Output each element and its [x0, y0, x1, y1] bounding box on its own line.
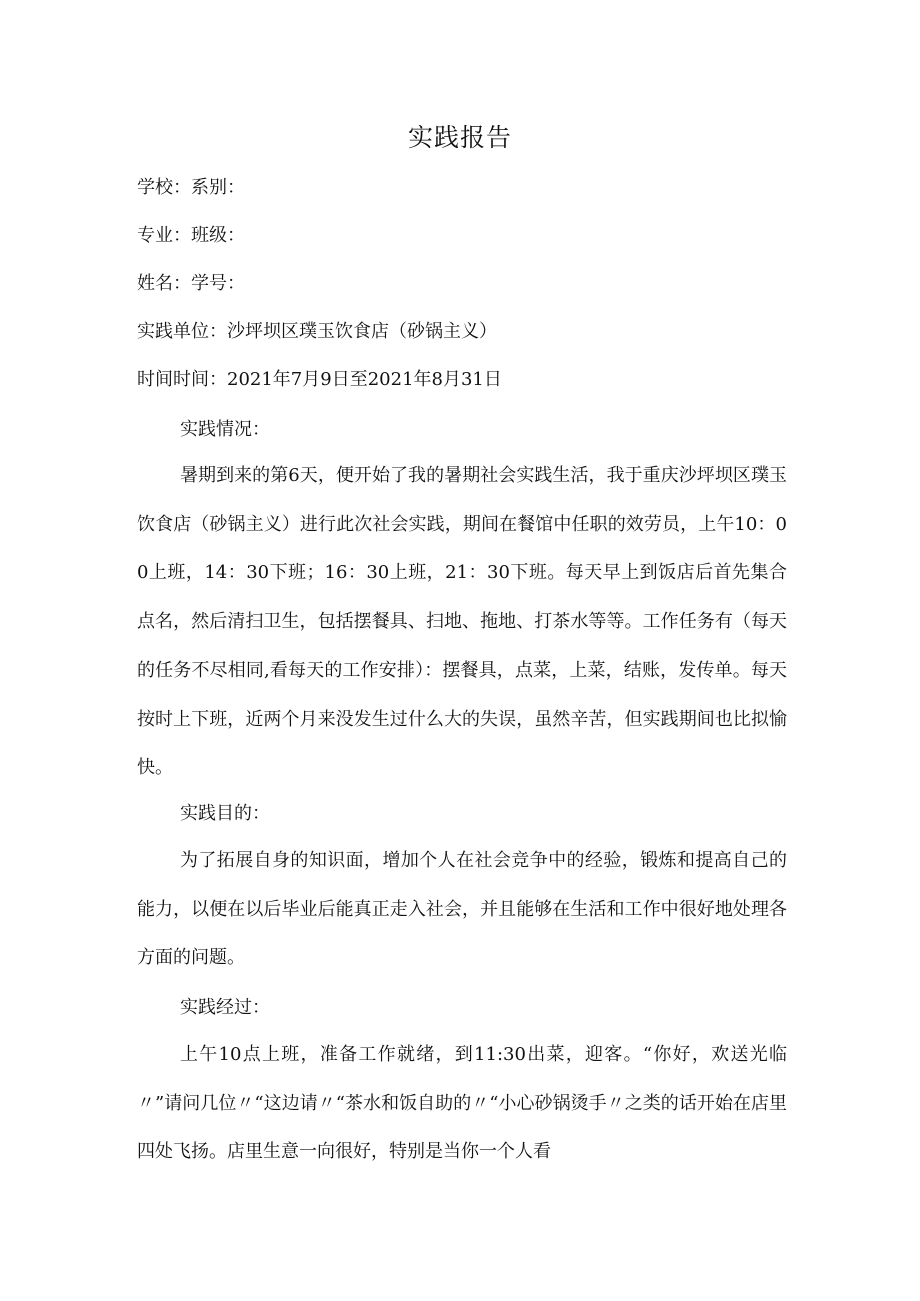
- section-heading-situation: 实践情况：: [180, 419, 270, 440]
- section-paragraph-process: 上午10点上班，准备工作就绪，到11:30出菜，迎客。“你好，欢送光临〃”请问几位〃“这边请〃“茶水和饭自助的〃“小心砂锅烫手〃之类的话开始在店里四处飞扬。店里生意一向很好，特别是当你一个人看: [137, 1044, 787, 1163]
- practice-time-line: 时间时间：2021年7月9日至2021年8月31日: [137, 369, 502, 390]
- name-student-id-line: 姓名：学号：: [137, 273, 245, 294]
- practice-unit-line: 实践单位：沙坪坝区璞玉饮食店（砂锅主义）: [137, 321, 497, 342]
- section-heading-process: 实践经过：: [180, 997, 270, 1018]
- document-title: 实践报告: [407, 123, 512, 152]
- section-paragraph-purpose: 为了拓展自身的知识面，增加个人在社会竞争中的经验，锻炼和提高自己的能力，以便在以后毕业后能真正走入社会，并且能够在生活和工作中很好地处理各方面的问题。: [137, 850, 787, 969]
- section-paragraph-situation: 暑期到来的第6天，便开始了我的暑期社会实践生活，我于重庆沙坪坝区璞玉饮食店（砂锅主义）进行此次社会实践，期间在餐馆中任职的效劳员，上午10：00上班，14：30下班；16：30上班，21：30下班。每天早上到饭店后首先集合点名，然后清扫卫生，包括摆餐具、扫地、拖地、打茶水等等。工作任务有（每天的任务不尽相同,看每天的工作安排）：摆餐具，点菜，上菜，结账，发传单。每天按时上下班，近两个月来没发生过什么大的失误，虽然辛苦，但实践期间也比拟愉快。: [137, 465, 787, 779]
- major-class-line: 专业：班级：: [137, 225, 245, 246]
- school-department-line: 学校：系别：: [137, 177, 245, 198]
- section-heading-purpose: 实践目的：: [180, 803, 270, 824]
